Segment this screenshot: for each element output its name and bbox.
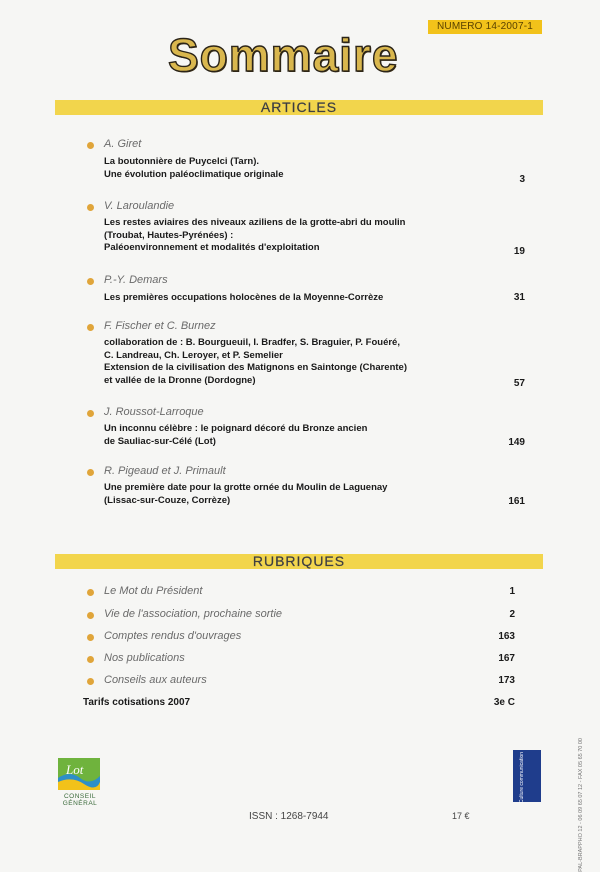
rubrique-label: Nos publications <box>104 652 185 664</box>
article-title: Un inconnu célèbre : le poignard décoré du Bronze ancien de Sauliac-sur-Célé (Lot) <box>104 423 368 447</box>
price: 17 € <box>452 811 470 821</box>
issn: ISSN : 1268-7944 <box>249 811 329 822</box>
article-title: La boutonnière de Puycelci (Tarn). Une évolution paléoclimatique originale <box>104 156 284 180</box>
articles-heading: ARTICLES <box>260 99 338 115</box>
bullet-icon <box>87 324 94 331</box>
articles-band <box>55 100 543 115</box>
bullet-icon <box>87 678 94 685</box>
article-title: Une première date pour la grotte ornée du Moulin de Laguenay (Lissac-sur-Couze, Corrèze) <box>104 482 388 506</box>
logo-wordmark: Lot <box>66 762 84 777</box>
rubrique-page: 163 <box>498 631 515 642</box>
rubrique-item[interactable] <box>55 652 515 668</box>
rubrique-item[interactable] <box>55 630 515 646</box>
article-title: Les premières occupations holocènes de la Moyenne-Corrèze <box>104 292 384 303</box>
rubrique-label: Le Mot du Président <box>104 585 203 597</box>
article-author: R. Pigeaud et J. Primault <box>104 465 226 477</box>
culture-logo-icon <box>513 750 541 802</box>
rubrique-page: 2 <box>509 609 515 620</box>
bullet-icon <box>87 410 94 417</box>
tarifs-label: Tarifs cotisations 2007 <box>83 697 191 708</box>
bullet-icon <box>87 278 94 285</box>
rubriques-band <box>55 554 543 569</box>
article-page: 19 <box>513 246 525 257</box>
rubrique-item[interactable] <box>55 585 515 601</box>
lot-logo-icon <box>58 758 100 790</box>
article-page: 57 <box>513 378 525 389</box>
tarifs-page: 3e C <box>493 697 515 708</box>
article-author: V. Laroulandie <box>104 200 175 212</box>
conseil-general-caption: CONSEIL GÉNÉRAL <box>62 793 98 807</box>
page-title: Sommaire <box>168 29 399 81</box>
rubrique-label: Vie de l'association, prochaine sortie <box>104 608 283 620</box>
side-code: PAL-BRAPPHO 12 - 06 09 65 07 12 - FAX 05 65 70 00 <box>578 738 584 872</box>
article-page: 149 <box>508 437 525 448</box>
article-title: collaboration de : B. Bourgueuil, I. Bradfer, S. Braguier, P. Fouéré, C. Landreau, Ch. Leroyer, et P. Semelier Extension de la civilisation des Matignons en Saintonge (Charente) et vallée de la Dronne (Dordogne) <box>104 337 407 386</box>
bullet-icon <box>87 612 94 619</box>
culture-logo-text: Culture communication <box>519 752 525 804</box>
bullet-icon <box>87 469 94 476</box>
rubrique-label: Comptes rendus d'ouvrages <box>104 630 242 642</box>
bullet-icon <box>87 656 94 663</box>
rubrique-label: Conseils aux auteurs <box>104 674 207 686</box>
article-page: 31 <box>513 292 525 303</box>
article-page: 161 <box>508 496 525 507</box>
article-page: 3 <box>519 174 525 185</box>
article-author: F. Fischer et C. Burnez <box>104 320 216 332</box>
rubrique-item[interactable] <box>55 608 515 624</box>
bullet-icon <box>87 142 94 149</box>
issue-number: NUMERO 14-2007-1 <box>428 20 542 34</box>
rubrique-page: 1 <box>509 586 515 597</box>
rubriques-heading: RUBRIQUES <box>252 553 346 569</box>
bullet-icon <box>87 204 94 211</box>
article-author: A. Giret <box>104 138 142 150</box>
rubrique-page: 167 <box>498 653 515 664</box>
article-author: J. Roussot-Larroque <box>104 406 204 418</box>
bullet-icon <box>87 589 94 596</box>
rubrique-item[interactable] <box>55 674 515 690</box>
article-author: P.-Y. Demars <box>104 274 168 286</box>
bullet-icon <box>87 634 94 641</box>
rubrique-page: 173 <box>498 675 515 686</box>
article-title: Les restes aviaires des niveaux aziliens de la grotte-abri du moulin (Troubat, Hautes-Pyrénées) : Paléoenvironnement et modalités d'exploitation <box>104 217 406 253</box>
